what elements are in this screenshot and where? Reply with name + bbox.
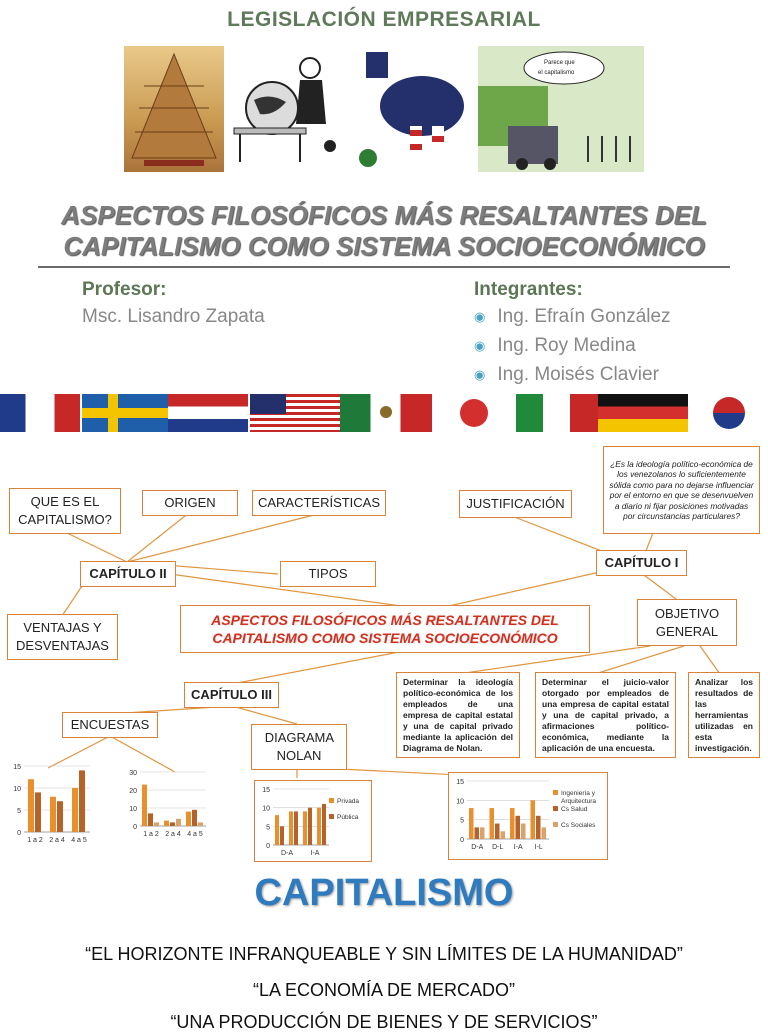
y-tick-label: 30	[129, 770, 137, 777]
flag-sweden	[82, 394, 168, 432]
bar	[154, 822, 159, 826]
legend-swatch	[553, 806, 558, 811]
legend-swatch	[553, 822, 558, 827]
legend-label: Ingeniería y	[561, 790, 595, 797]
bar	[164, 821, 169, 826]
money-cartoon-illustration	[478, 46, 644, 172]
integrantes-label: Integrantes:	[474, 279, 583, 300]
flag-mexico	[340, 394, 432, 432]
y-tick-label: 0	[133, 824, 137, 831]
bar	[480, 827, 485, 839]
bar	[170, 822, 175, 826]
y-tick-label: 5	[266, 824, 270, 832]
bar	[289, 811, 293, 845]
bar	[475, 827, 480, 839]
bubble-text-2: el capitalismo	[538, 70, 575, 76]
bar	[142, 785, 147, 826]
objetivo-especifico-2: Determinar el juicio-valor otorgado por empleados de una empresa de capital estatal y una de capital privado, a afirmaciones político-económica, mediante la aplicación de una encuesta.	[535, 672, 676, 758]
ventajas-box: VENTAJAS Y DESVENTAJAS	[7, 614, 118, 660]
quote-1: “EL HORIZONTE INFRANQUEABLE Y SIN LÍMITES DE LA HUMANIDAD”	[85, 944, 683, 964]
category-label: 4 a 5	[71, 837, 87, 844]
objetivo-especifico-3: Analizar los resultados de las herramientas utilizadas en esta investigación.	[688, 672, 760, 758]
bar	[510, 808, 515, 839]
legend-label: Arquitectura	[561, 798, 597, 805]
bar	[536, 816, 541, 839]
integrante-item: ◉ Ing. Efraín González	[474, 306, 671, 327]
bar	[303, 811, 307, 845]
y-tick-label: 5	[460, 817, 464, 825]
tipos-box: TIPOS	[280, 561, 376, 587]
bar	[322, 804, 326, 845]
bubble-text-1: Parece que	[544, 60, 575, 66]
uncle-sam-illustration	[352, 46, 474, 172]
flag-netherlands	[168, 394, 248, 432]
legend-swatch	[329, 814, 334, 819]
justificacion-box: JUSTIFICACIÓN	[459, 490, 572, 518]
legend-label: Privada	[337, 798, 360, 805]
encuestas-box: ENCUESTAS	[62, 712, 158, 738]
bar	[50, 797, 56, 832]
nolan-chart-area	[448, 772, 608, 860]
capitulo-3-box: CAPÍTULO III	[184, 682, 279, 708]
flag-japan	[432, 394, 516, 432]
title-line-2: CAPITALISMO COMO SISTEMA SOCIOECONÓMICO	[63, 231, 705, 261]
globe-cartoon-image	[230, 46, 350, 172]
quote-2: “LA ECONOMÍA DE MERCADO”	[252, 980, 516, 1000]
bar	[79, 770, 85, 832]
legend-label: Pública	[337, 814, 359, 821]
flag-germany	[598, 394, 688, 432]
capitulo-1-box: CAPÍTULO I	[596, 550, 687, 576]
category-label: 1 a 2	[143, 831, 159, 838]
y-tick-label: 15	[262, 787, 270, 794]
y-tick-label: 15	[13, 764, 21, 771]
bar	[186, 812, 191, 826]
bar	[72, 788, 78, 832]
bar	[28, 779, 34, 832]
pyramid-poster-image	[124, 46, 224, 172]
bar	[521, 824, 526, 839]
bar	[469, 808, 474, 839]
encuesta-chart-1	[2, 760, 98, 852]
bar	[317, 808, 321, 845]
y-tick-label: 10	[13, 786, 21, 793]
bar	[542, 827, 547, 839]
y-tick-label: 10	[262, 805, 270, 813]
globe-illustration	[230, 46, 350, 172]
bar	[516, 816, 521, 839]
flag-italy	[516, 394, 598, 432]
y-tick-label: 10	[129, 806, 137, 813]
nolan-chart-sector	[254, 780, 372, 862]
title-line-1: ASPECTOS FILOSÓFICOS MÁS RESALTANTES DEL	[61, 200, 707, 230]
flag-usa	[250, 394, 340, 432]
category-label: 4 a 5	[187, 831, 203, 838]
capitulo-2-box: CAPÍTULO II	[80, 561, 176, 587]
quote-3: “UNA PRODUCCIÓN DE BIENES Y DE SERVICIOS”	[170, 1012, 598, 1032]
category-label: 2 a 4	[165, 831, 181, 838]
objetivo-general-box: OBJETIVO GENERAL	[637, 599, 737, 646]
bar	[192, 810, 197, 826]
caracteristicas-box: CARACTERÍSTICAS	[252, 490, 386, 516]
integrante-item: ◉ Ing. Moisés Clavier	[474, 364, 659, 385]
money-cartoon-image	[478, 46, 644, 172]
presentation-title	[20, 200, 748, 262]
diagrama-nolan-box: DIAGRAMA NOLAN	[251, 724, 347, 770]
legend-label: Cs Sociales	[561, 822, 596, 829]
integrante-item: ◉ Ing. Roy Medina	[474, 335, 636, 356]
central-topic-box	[180, 605, 590, 653]
bar	[501, 831, 506, 839]
y-tick-label: 0	[266, 843, 270, 850]
category-label: D-A	[471, 844, 484, 851]
bar	[490, 808, 495, 839]
legend-label: Cs Salud	[561, 806, 588, 813]
category-label: 1 a 2	[27, 837, 43, 844]
objetivo-especifico-1: Determinar la ideología político-económica de los empleados de una empresa de capital estatal y una de capital privado mediante la aplicación del Diagrama de Nolan.	[396, 672, 520, 758]
encuesta-chart-2	[118, 766, 212, 842]
title-divider	[38, 266, 730, 268]
category-label: 2 a 4	[49, 837, 65, 844]
flag-south-korea	[690, 394, 768, 432]
y-tick-label: 10	[456, 798, 464, 806]
category-label: I-A	[310, 850, 320, 857]
bar	[35, 792, 41, 832]
bar	[176, 819, 181, 826]
profesor-label: Profesor:	[82, 279, 167, 300]
pyramid-illustration	[124, 46, 224, 172]
y-tick-label: 15	[456, 779, 464, 786]
bar	[275, 815, 279, 845]
category-label: D-A	[280, 850, 294, 857]
bar	[294, 811, 298, 845]
category-label: D-L	[492, 844, 504, 851]
research-question-box: ¿Es la ideología político-económica de los venezolanos lo suficientemente sólida como para no dejarse influenciar por el entorno en que se desenvuelven a diario ni fijar posiciones motivadas por circunstancias particulares?	[603, 446, 760, 534]
bullet-icon: ◉	[474, 308, 486, 324]
bar	[495, 824, 500, 839]
bar	[280, 826, 284, 845]
que-es-box: QUE ES EL CAPITALISMO?	[9, 488, 121, 534]
bullet-icon: ◉	[474, 366, 486, 382]
central-topic-line-1: ASPECTOS FILOSÓFICOS MÁS RESALTANTES DEL	[211, 612, 559, 628]
category-label: I-A	[513, 844, 523, 851]
capitalismo-heading: CAPITALISMO	[254, 872, 514, 914]
y-tick-label: 0	[17, 830, 21, 837]
y-tick-label: 20	[129, 788, 137, 795]
origen-box: ORIGEN	[142, 490, 238, 516]
legend-swatch	[553, 790, 558, 795]
bar	[148, 813, 153, 826]
flag-france	[0, 394, 80, 432]
bar	[57, 801, 63, 832]
subject-title: LEGISLACIÓN EMPRESARIAL	[227, 8, 541, 31]
central-topic-line-2: CAPITALISMO COMO SISTEMA SOCIOECONÓMICO	[212, 630, 558, 646]
bar	[531, 800, 536, 839]
y-tick-label: 0	[460, 837, 464, 844]
profesor-name: Msc. Lisandro Zapata	[82, 306, 265, 327]
uncle-sam-image	[352, 46, 474, 172]
bullet-icon: ◉	[474, 337, 486, 353]
legend-swatch	[329, 798, 334, 803]
category-label: I-L	[534, 844, 543, 851]
y-tick-label: 5	[17, 808, 21, 815]
bar	[308, 808, 312, 845]
bar	[198, 822, 203, 826]
